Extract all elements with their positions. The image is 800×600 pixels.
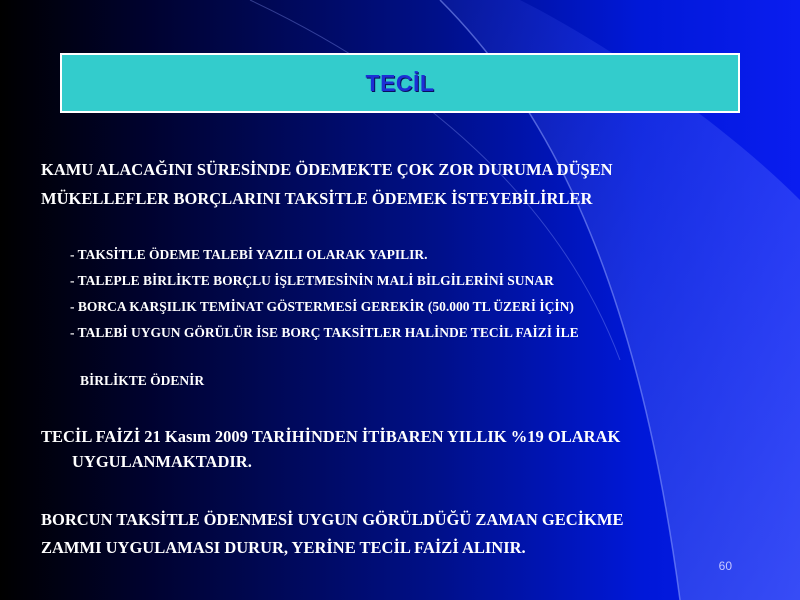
- paragraph1-line1: KAMU ALACAĞINI SÜRESİNDE ÖDEMEKTE ÇOK ZOR DURUMA DÜŞEN: [41, 160, 613, 179]
- bullet-item-2: - TALEPLE BİRLİKTE BORÇLU İŞLETMESİNİN MALİ BİLGİLERİNİ SUNAR: [70, 273, 554, 288]
- bullet-item-1: - TAKSİTLE ÖDEME TALEBİ YAZILI OLARAK YAPILIR.: [70, 247, 428, 262]
- paragraph2-line2: UYGULANMAKTADIR.: [72, 452, 252, 471]
- title-box: [60, 53, 740, 113]
- paragraph3-line1: BORCUN TAKSİTLE ÖDENMESİ UYGUN GÖRÜLDÜĞÜ ZAMAN GECİKME: [41, 510, 624, 529]
- paragraph3-line2: ZAMMI UYGULAMASI DURUR, YERİNE TECİL FAİZİ ALINIR.: [41, 538, 526, 557]
- slide-title: TECİL: [365, 69, 435, 96]
- paragraph1-line2: MÜKELLEFLER BORÇLARINI TAKSİTLE ÖDEMEK İSTEYEBİLİRLER: [41, 189, 593, 208]
- bullet-item-3: - BORCA KARŞILIK TEMİNAT GÖSTERMESİ GEREKİR (50.000 TL ÜZERİ İÇİN): [70, 299, 574, 314]
- page-number: 60: [718, 559, 732, 573]
- paragraph2-line1: TECİL FAİZİ 21 Kasım 2009 TARİHİNDEN İTİBAREN YILLIK %19 OLARAK: [41, 427, 621, 446]
- bullet-item-4: - TALEBİ UYGUN GÖRÜLÜR İSE BORÇ TAKSİTLER HALİNDE TECİL FAİZİ İLE: [70, 325, 579, 340]
- bullet-continuation: BİRLİKTE ÖDENİR: [80, 373, 205, 388]
